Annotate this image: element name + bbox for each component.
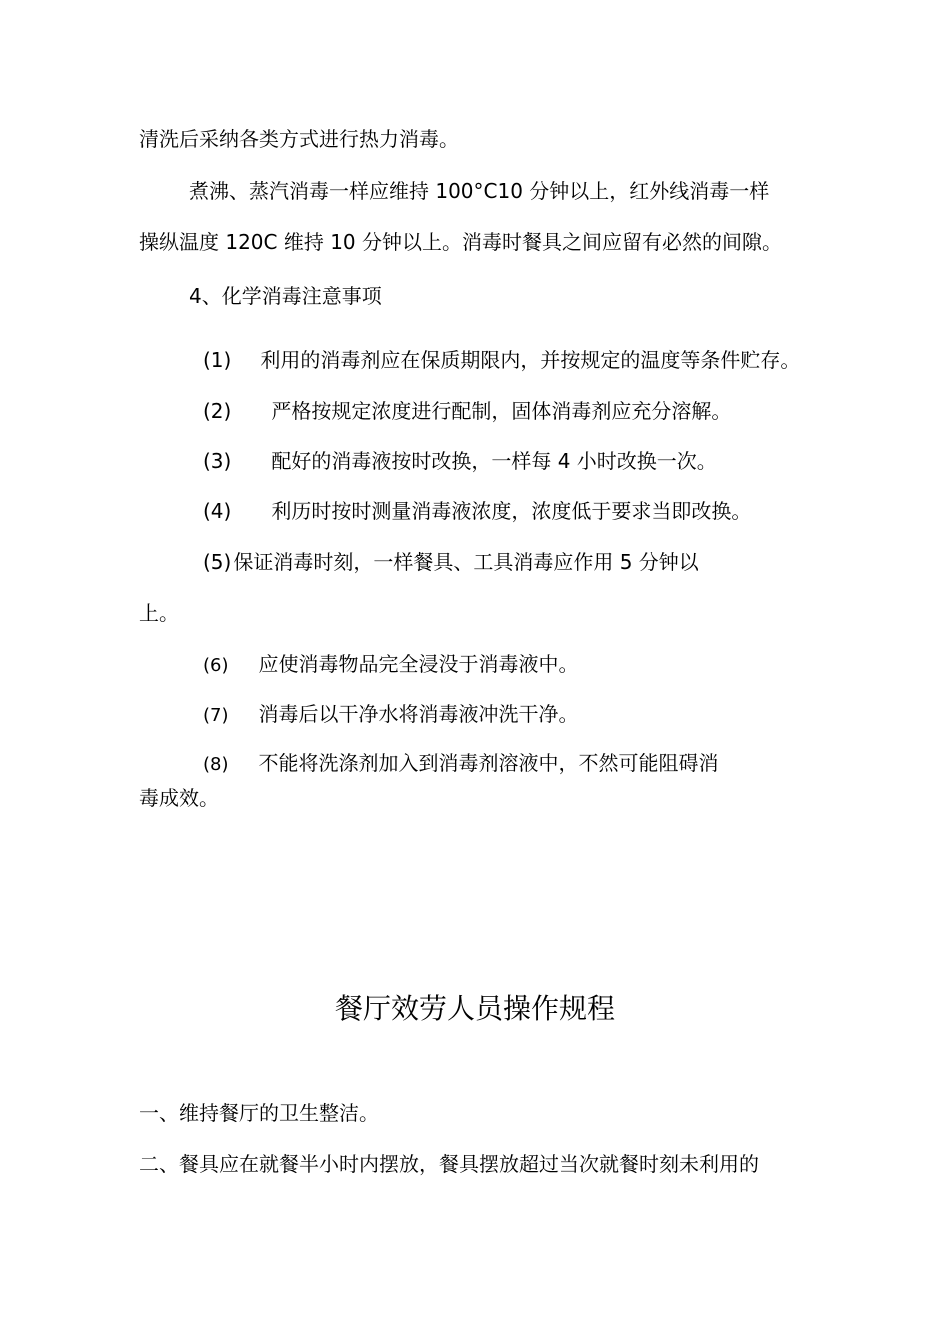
list-item-number: (4) — [203, 499, 232, 523]
list-item — [203, 499, 751, 523]
section-heading-chemical-disinfection: 4、化学消毒注意事项 — [189, 284, 382, 308]
list-item-number: (7) — [203, 705, 229, 726]
page-title: 餐厅效劳人员操作规程 — [334, 992, 615, 1025]
list-item-number: (5) — [203, 550, 232, 574]
list-item — [203, 652, 579, 678]
list-item — [203, 449, 717, 473]
list-item-text: 保证消毒时刻，一样餐具、工具消毒应作用 5 分钟以 — [233, 550, 699, 574]
list-item-continuation: 上。 — [139, 601, 179, 625]
list-item-text: 利历时按时测量消毒液浓度，浓度低于要求当即改换。 — [271, 499, 752, 523]
list-item — [203, 399, 731, 423]
list-item-text: 消毒后以干净水将消毒液冲洗干净。 — [258, 702, 579, 726]
paragraph-boiling-line2: 操纵温度 120C 维持 10 分钟以上。消毒时餐具之间应留有必然的间隙。 — [139, 230, 783, 254]
list-item-number: (1) — [203, 348, 232, 372]
paragraph-heat-disinfection: 清洗后采纳各类方式进行热力消毒。 — [139, 127, 459, 151]
paragraph-boiling-line1: 煮沸、蒸汽消毒一样应维持 100°C10 分钟以上，红外线消毒一样 — [189, 179, 770, 203]
list-item-text: 严格按规定浓度进行配制，固体消毒剂应充分溶解。 — [271, 399, 732, 423]
list-item-text: 不能将洗涤剂加入到消毒剂溶液中，不然可能阻碍消 — [258, 751, 719, 775]
list-item-number: (6) — [203, 655, 229, 676]
list-item-continuation: 毒成效。 — [139, 786, 219, 810]
list-item-text: 利用的消毒剂应在保质期限内，并按规定的温度等条件贮存。 — [260, 348, 801, 372]
list-item-number: (2) — [203, 399, 232, 423]
list-item-number: (3) — [203, 449, 232, 473]
list-item-text: 应使消毒物品完全浸没于消毒液中。 — [258, 652, 579, 676]
rule-item: 二、餐具应在就餐半小时内摆放，餐具摆放超过当次就餐时刻未利用的 — [139, 1152, 759, 1176]
list-item — [203, 348, 800, 372]
list-item-number: (8) — [203, 754, 229, 775]
list-item — [203, 751, 719, 777]
list-item — [203, 702, 579, 728]
rule-item: 一、维持餐厅的卫生整洁。 — [139, 1101, 379, 1125]
list-item-text: 配好的消毒液按时改换，一样每 4 小时改换一次。 — [271, 449, 717, 473]
list-item — [203, 550, 699, 574]
